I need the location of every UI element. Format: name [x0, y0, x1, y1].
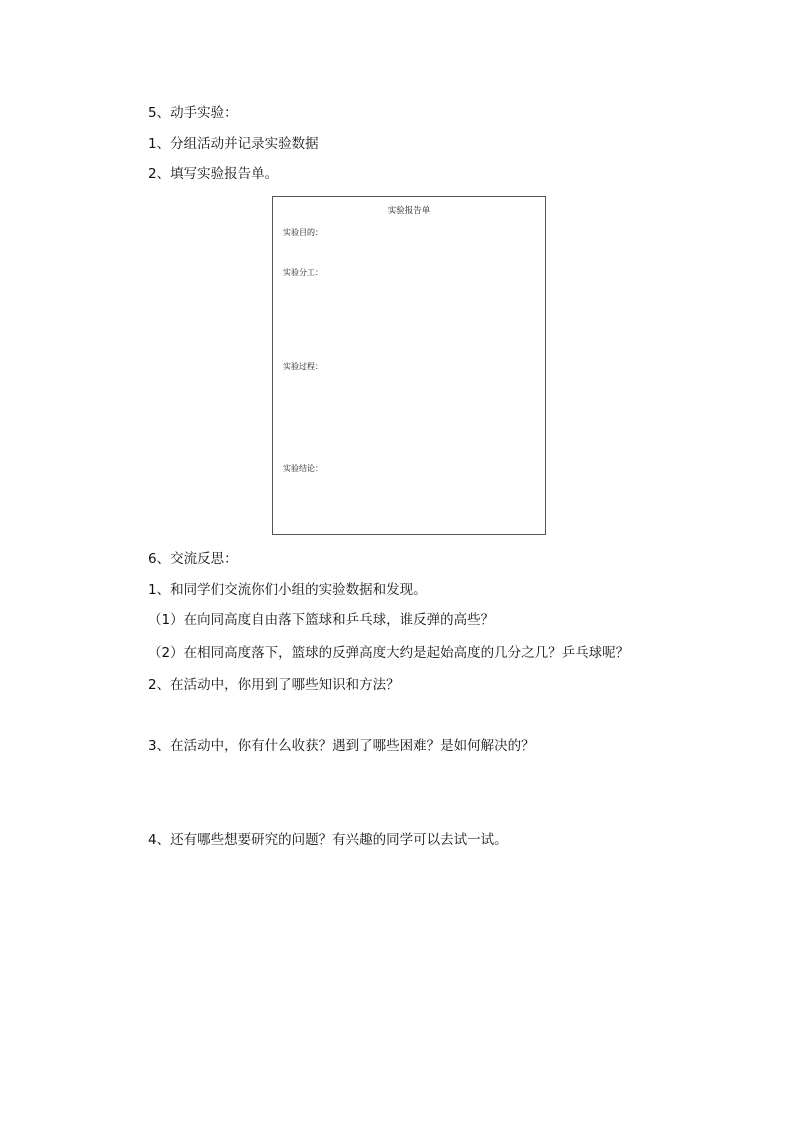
report-field-process: 实验过程：: [283, 362, 323, 371]
section6-item-4: 4、还有哪些想要研究的问题？有兴趣的同学可以去试一试。: [148, 832, 508, 848]
section6-heading: 6、交流反思：: [148, 551, 238, 567]
report-field-conclusion: 实验结论：: [283, 464, 323, 473]
section5-item-2: 2、填写实验报告单。: [148, 166, 279, 182]
report-form: [272, 196, 546, 535]
report-field-purpose: 实验目的：: [283, 228, 323, 237]
section5-item-1: 1、分组活动并记录实验数据: [148, 136, 319, 152]
section6-item-3: 3、在活动中，你有什么收获？遇到了哪些困难？是如何解决的？: [148, 738, 535, 754]
section6-subitem-1: （1）在向同高度自由落下篮球和乒乓球，谁反弹的高些？: [148, 612, 495, 628]
report-form-title: 实验报告单: [387, 206, 431, 216]
section6-subitem-2: （2）在相同高度落下，篮球的反弹高度大约是起始高度的几分之几？乒乓球呢？: [148, 645, 630, 661]
section6-item-1: 1、和同学们交流你们小组的实验数据和发现。: [148, 582, 427, 598]
section6-item-2: 2、在活动中，你用到了哪些知识和方法？: [148, 677, 400, 693]
section5-heading: 5、动手实验：: [148, 105, 238, 121]
report-field-division: 实验分工：: [283, 268, 323, 277]
